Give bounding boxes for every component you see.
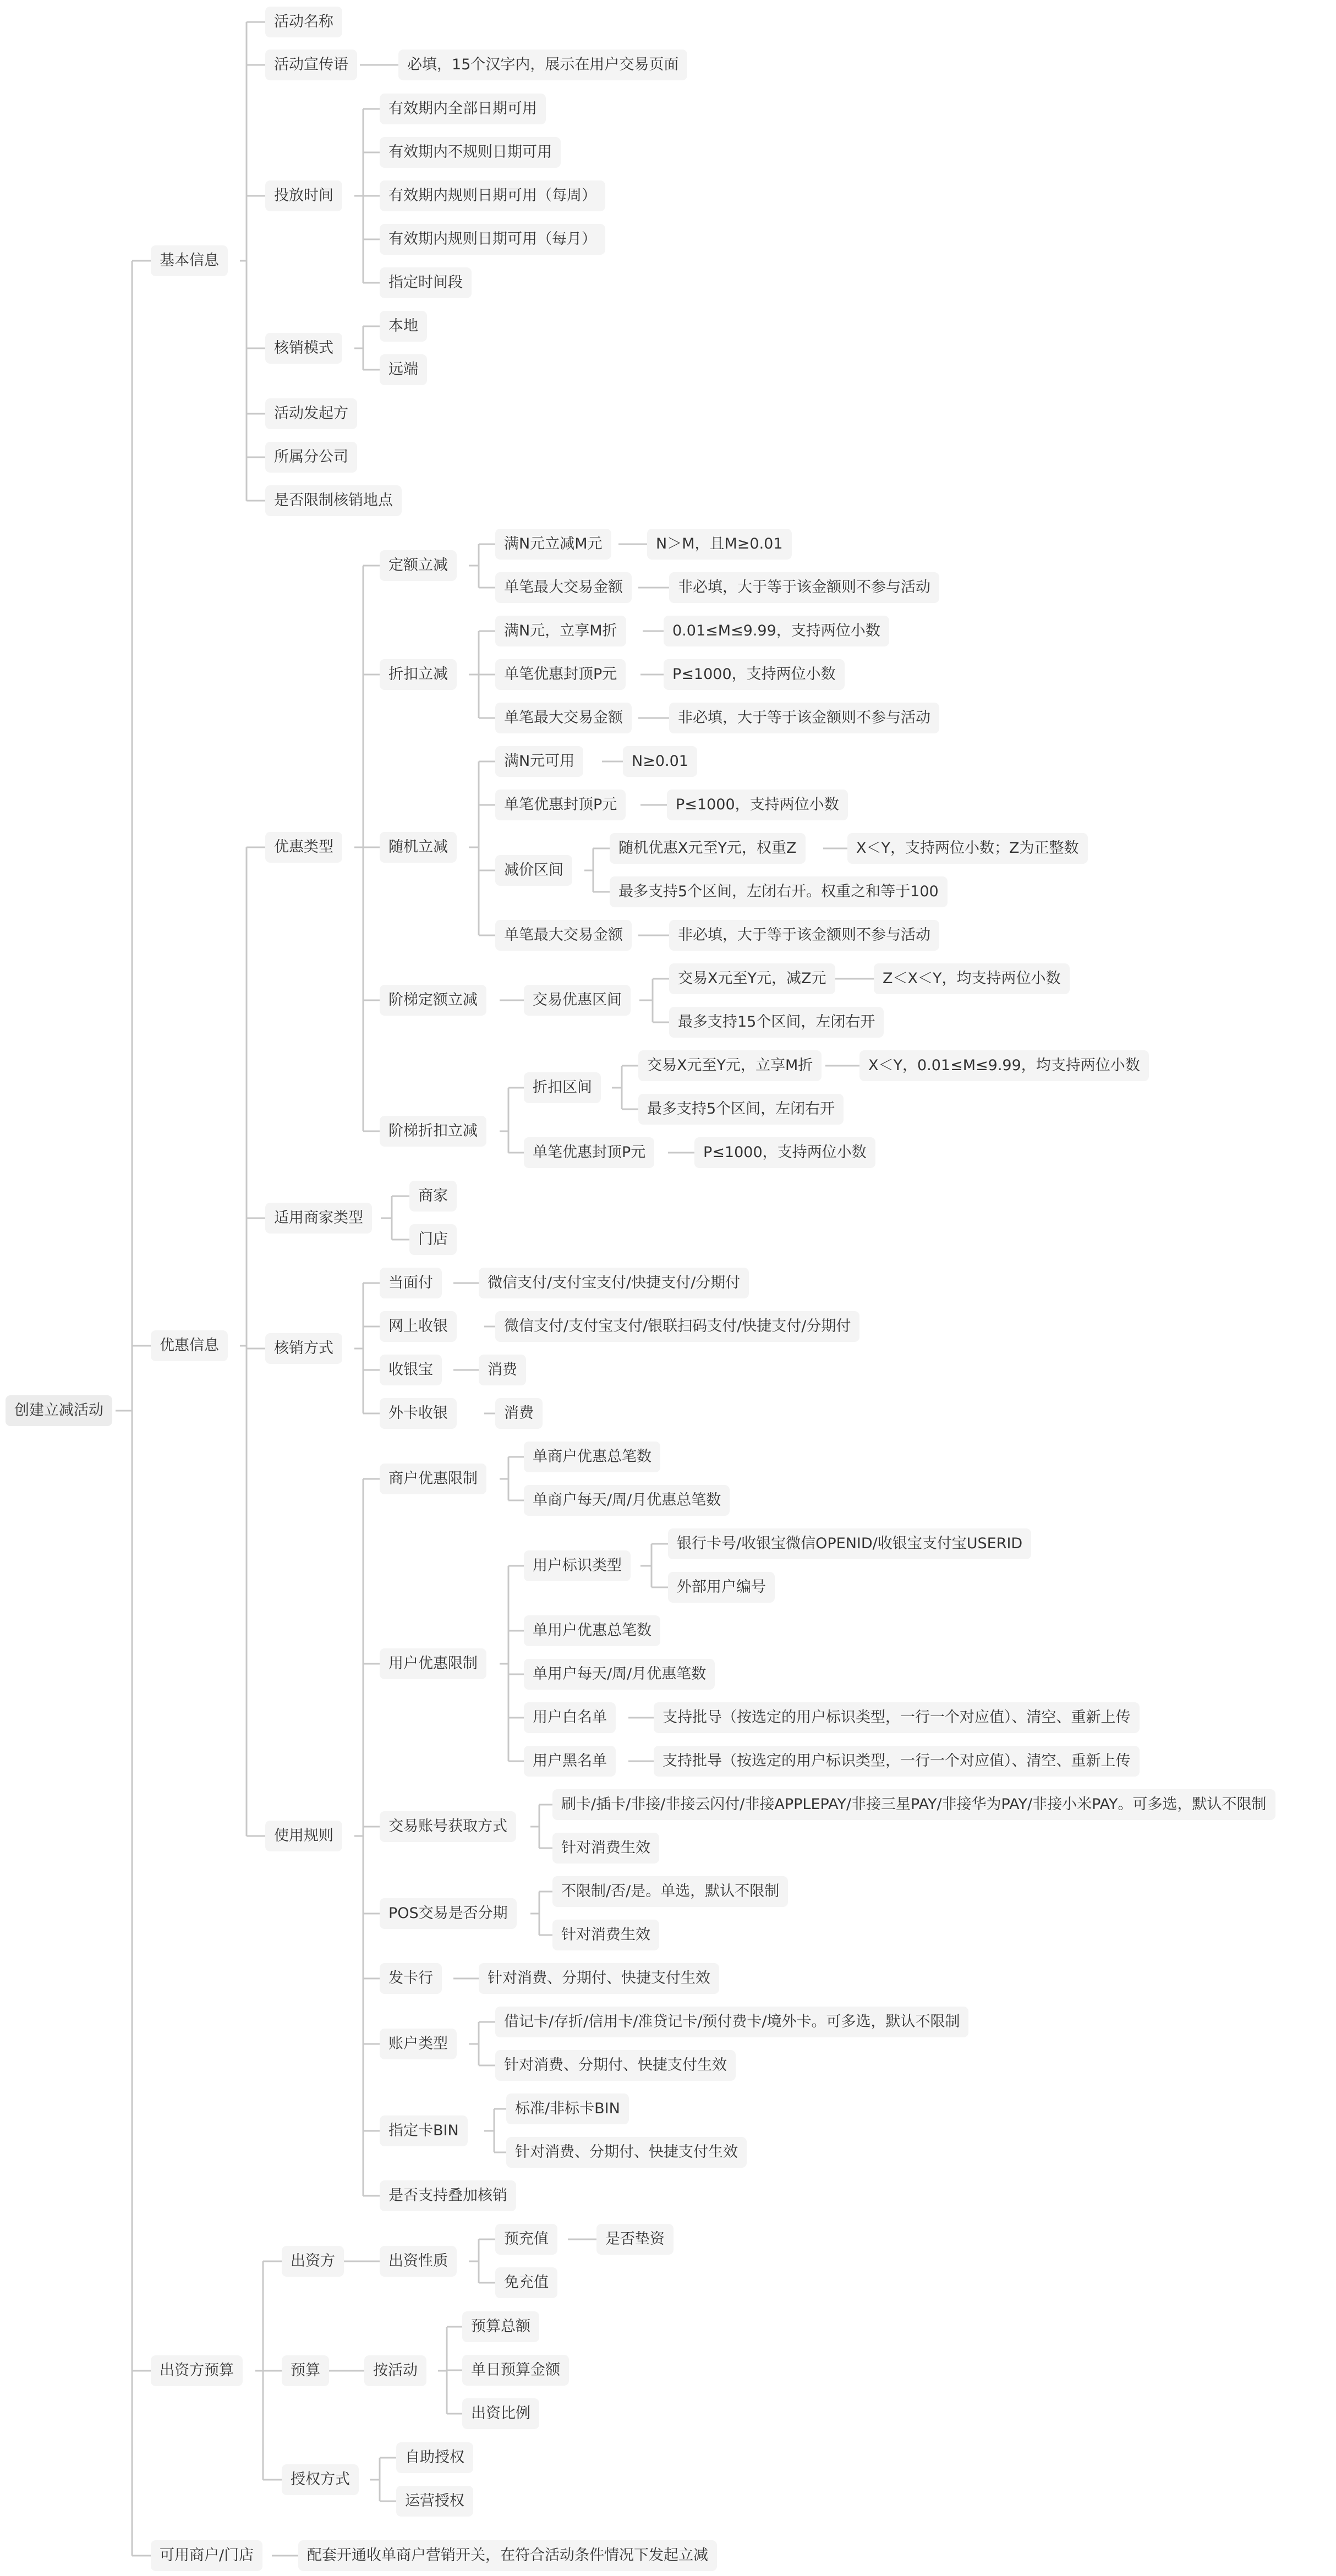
node-tier-percent-rule[interactable]: 交易X元至Y元，立享M折 <box>638 1050 822 1081</box>
node-verify-online[interactable]: 网上收银 <box>380 1311 457 1342</box>
node-issuer-note[interactable]: 针对消费、分期付、快捷支付生效 <box>479 1963 719 1994</box>
node-tier-percent-rule-note[interactable]: X＜Y，0.01≤M≤9.99，均支持两位小数 <box>859 1050 1149 1081</box>
root-node[interactable]: 创建立减活动 <box>6 1395 112 1426</box>
node-account-source-item[interactable]: 刷卡/插卡/非接/非接云闪付/非接APPLEPAY/非接三星PAY/非接华为PAY/非接小米PAY。可多选，默认不限制 <box>552 1789 1275 1820</box>
node-fixed-max-amount[interactable]: 单笔最大交易金额 <box>495 572 632 603</box>
node-pos-installment[interactable]: POS交易是否分期 <box>380 1898 517 1929</box>
node-user-blacklist[interactable]: 用户黑名单 <box>524 1746 616 1777</box>
node-slogan-note[interactable]: 必填，15个汉字内，展示在用户交易页面 <box>398 50 687 80</box>
node-fixed-rule-note[interactable]: N＞M，且M≥0.01 <box>647 529 792 560</box>
node-verify-foreign-card-value[interactable]: 消费 <box>495 1398 543 1429</box>
node-user-whitelist-note[interactable]: 支持批导（按选定的用户标识类型，一行一个对应值）、清空、重新上传 <box>654 1702 1140 1733</box>
node-schedule-option[interactable]: 有效期内规则日期可用（每月） <box>380 224 605 255</box>
node-user-blacklist-note[interactable]: 支持批导（按选定的用户标识类型，一行一个对应值）、清空、重新上传 <box>654 1746 1140 1777</box>
node-funder[interactable]: 出资方 <box>282 2246 344 2277</box>
node-restrict-location[interactable]: 是否限制核销地点 <box>265 485 402 516</box>
node-user-id-type[interactable]: 用户标识类型 <box>524 1550 631 1581</box>
node-user-id-type-item[interactable]: 外部用户编号 <box>668 1572 775 1603</box>
node-account-source[interactable]: 交易账号获取方式 <box>380 1811 516 1842</box>
node-activity-name[interactable]: 活动名称 <box>265 7 342 37</box>
node-tier-percent-range[interactable]: 折扣区间 <box>524 1072 601 1103</box>
node-verify-mode-local[interactable]: 本地 <box>380 311 427 342</box>
node-budget[interactable]: 预算 <box>282 2355 329 2386</box>
node-account-type-item[interactable]: 针对消费、分期付、快捷支付生效 <box>495 2050 736 2081</box>
node-verify-cashier[interactable]: 收银宝 <box>380 1355 442 1385</box>
node-tier-fixed[interactable]: 阶梯定额立减 <box>380 985 486 1016</box>
node-prepaid[interactable]: 预充值 <box>495 2224 557 2255</box>
node-budget-item[interactable]: 单日预算金额 <box>462 2355 569 2386</box>
node-random-max-amount[interactable]: 单笔最大交易金额 <box>495 920 632 951</box>
node-percent-rule[interactable]: 满N元，立享M折 <box>495 616 626 646</box>
node-prepaid-note[interactable]: 是否垫资 <box>596 2224 674 2255</box>
node-card-bin[interactable]: 指定卡BIN <box>380 2115 468 2146</box>
node-basic-info[interactable]: 基本信息 <box>151 245 228 276</box>
node-schedule[interactable]: 投放时间 <box>265 180 342 211</box>
node-user-limit[interactable]: 用户优惠限制 <box>380 1648 486 1679</box>
node-by-activity[interactable]: 按活动 <box>364 2355 426 2386</box>
node-random-range-rule[interactable]: 随机优惠X元至Y元，权重Z <box>610 833 806 864</box>
node-user-total[interactable]: 单用户优惠总笔数 <box>524 1615 660 1646</box>
node-available-merchants-note[interactable]: 配套开通收单商户营销开关，在符合活动条件情况下发起立减 <box>298 2540 717 2571</box>
node-percent-max-amount[interactable]: 单笔最大交易金额 <box>495 703 632 733</box>
node-verify-mode[interactable]: 核销模式 <box>265 333 342 364</box>
node-branch-company[interactable]: 所属分公司 <box>265 442 357 473</box>
node-account-source-item[interactable]: 针对消费生效 <box>552 1833 659 1864</box>
node-tier-fixed-rule-note[interactable]: Z＜X＜Y，均支持两位小数 <box>874 963 1070 994</box>
node-random-range[interactable]: 减价区间 <box>495 855 572 886</box>
node-card-bin-item[interactable]: 针对消费、分期付、快捷支付生效 <box>506 2137 747 2168</box>
node-schedule-option[interactable]: 有效期内全部日期可用 <box>380 94 546 124</box>
node-verify-online-value[interactable]: 微信支付/支付宝支付/银联扫码支付/快捷支付/分期付 <box>495 1311 859 1342</box>
node-pos-installment-item[interactable]: 针对消费生效 <box>552 1920 659 1950</box>
node-fixed-max-amount-note[interactable]: 非必填，大于等于该金额则不参与活动 <box>669 572 939 603</box>
node-discount-type[interactable]: 优惠类型 <box>265 832 342 863</box>
node-initiator[interactable]: 活动发起方 <box>265 398 357 429</box>
node-user-id-type-item[interactable]: 银行卡号/收银宝微信OPENID/收银宝支付宝USERID <box>668 1528 1031 1559</box>
node-funding-budget[interactable]: 出资方预算 <box>151 2355 243 2386</box>
node-random-range-limit[interactable]: 最多支持5个区间，左闭右开。权重之和等于100 <box>610 876 948 907</box>
node-merchant-type-merchant[interactable]: 商家 <box>409 1181 457 1212</box>
node-percent-cap[interactable]: 单笔优惠封顶P元 <box>495 659 626 690</box>
node-budget-item[interactable]: 出资比例 <box>462 2398 539 2429</box>
node-account-type-item[interactable]: 借记卡/存折/信用卡/准贷记卡/预付费卡/境外卡。可多选，默认不限制 <box>495 2007 968 2037</box>
node-random-range-rule-note[interactable]: X＜Y，支持两位小数；Z为正整数 <box>847 833 1088 864</box>
node-tier-percent[interactable]: 阶梯折扣立减 <box>380 1116 486 1147</box>
node-auth-self[interactable]: 自助授权 <box>396 2442 473 2473</box>
node-random-max-amount-note[interactable]: 非必填，大于等于该金额则不参与活动 <box>669 920 939 951</box>
node-tier-percent-limit[interactable]: 最多支持5个区间，左闭右开 <box>638 1094 844 1125</box>
node-fixed-rule[interactable]: 满N元立减M元 <box>495 529 611 560</box>
node-user-period[interactable]: 单用户每天/周/月优惠笔数 <box>524 1659 715 1690</box>
node-verify-foreign-card[interactable]: 外卡收银 <box>380 1398 457 1429</box>
node-tier-fixed-rule[interactable]: 交易X元至Y元，减Z元 <box>669 963 835 994</box>
node-discount-info[interactable]: 优惠信息 <box>151 1330 228 1361</box>
node-verify-mode-remote[interactable]: 远端 <box>380 354 427 385</box>
node-random-min-note[interactable]: N≥0.01 <box>623 746 697 777</box>
node-pos-installment-item[interactable]: 不限制/否/是。单选，默认不限制 <box>552 1876 788 1907</box>
node-schedule-option[interactable]: 有效期内不规则日期可用 <box>380 137 561 168</box>
node-random-cap-note[interactable]: P≤1000，支持两位小数 <box>667 790 848 820</box>
node-issuer[interactable]: 发卡行 <box>380 1963 442 1994</box>
node-merchant-type-store[interactable]: 门店 <box>409 1224 457 1255</box>
node-percent-rule-note[interactable]: 0.01≤M≤9.99，支持两位小数 <box>664 616 889 646</box>
node-merchant-limit[interactable]: 商户优惠限制 <box>380 1464 486 1494</box>
node-verify-cashier-value[interactable]: 消费 <box>479 1355 526 1385</box>
node-budget-item[interactable]: 预算总额 <box>462 2311 539 2342</box>
node-percent-max-amount-note[interactable]: 非必填，大于等于该金额则不参与活动 <box>669 703 939 733</box>
node-schedule-option[interactable]: 指定时间段 <box>380 267 472 298</box>
node-percent-discount[interactable]: 折扣立减 <box>380 659 457 690</box>
node-random-cap[interactable]: 单笔优惠封顶P元 <box>495 790 626 820</box>
node-tier-fixed-range[interactable]: 交易优惠区间 <box>524 985 631 1016</box>
node-verify-in-person[interactable]: 当面付 <box>380 1268 442 1298</box>
node-auth-ops[interactable]: 运营授权 <box>396 2486 473 2517</box>
node-schedule-option[interactable]: 有效期内规则日期可用（每周） <box>380 180 605 211</box>
node-merchant-limit-item[interactable]: 单商户每天/周/月优惠总笔数 <box>524 1485 730 1516</box>
node-stacking[interactable]: 是否支持叠加核销 <box>380 2180 516 2211</box>
node-verify-in-person-value[interactable]: 微信支付/支付宝支付/快捷支付/分期付 <box>479 1268 749 1298</box>
node-usage-rules[interactable]: 使用规则 <box>265 1821 342 1851</box>
node-merchant-limit-item[interactable]: 单商户优惠总笔数 <box>524 1442 660 1472</box>
node-card-bin-item[interactable]: 标准/非标卡BIN <box>506 2093 629 2124</box>
node-no-prepaid[interactable]: 免充值 <box>495 2267 557 2298</box>
node-verify-method[interactable]: 核销方式 <box>265 1333 342 1364</box>
node-random-min[interactable]: 满N元可用 <box>495 746 583 777</box>
node-account-type[interactable]: 账户类型 <box>380 2029 457 2059</box>
node-random-discount[interactable]: 随机立减 <box>380 832 457 863</box>
node-auth-method[interactable]: 授权方式 <box>282 2464 359 2495</box>
node-user-whitelist[interactable]: 用户白名单 <box>524 1702 616 1733</box>
node-percent-cap-note[interactable]: P≤1000，支持两位小数 <box>664 659 845 690</box>
node-available-merchants[interactable]: 可用商户/门店 <box>151 2540 262 2571</box>
node-funding-nature[interactable]: 出资性质 <box>380 2246 457 2277</box>
node-fixed-discount[interactable]: 定额立减 <box>380 550 457 581</box>
node-tier-percent-cap[interactable]: 单笔优惠封顶P元 <box>524 1137 654 1168</box>
node-merchant-type[interactable]: 适用商家类型 <box>265 1203 372 1234</box>
node-tier-fixed-limit[interactable]: 最多支持15个区间，左闭右开 <box>669 1007 884 1038</box>
node-tier-percent-cap-note[interactable]: P≤1000，支持两位小数 <box>694 1137 875 1168</box>
node-activity-slogan[interactable]: 活动宣传语 <box>265 50 357 80</box>
